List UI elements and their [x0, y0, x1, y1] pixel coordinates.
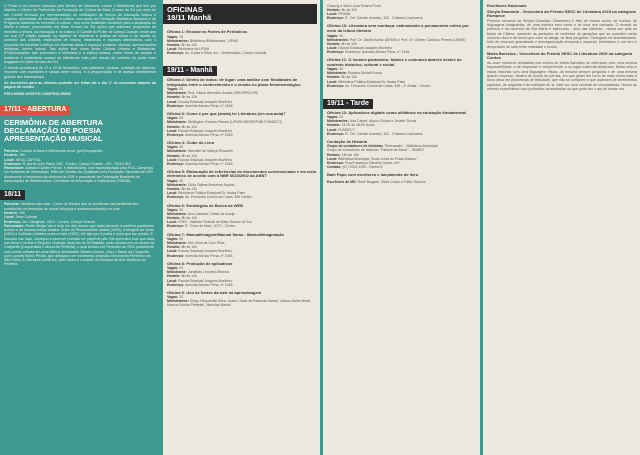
detail-label: Vagas:	[167, 145, 180, 150]
detail-line	[167, 254, 317, 258]
detail-text: 19h	[18, 153, 25, 158]
event-url[interactable]: PROLERMS.WIXSITE.COM/PROLERMS	[4, 91, 71, 96]
detail-label: Local:	[167, 128, 179, 133]
storytelling-section	[327, 140, 477, 169]
detail-line	[167, 299, 317, 307]
detail-label: Palestrante:	[4, 223, 26, 228]
detail-text: 14:00 às 18:00 horas	[341, 123, 375, 128]
intro-paragraph-2: O evento acontecerá de 17 a 19 de Novembro, com palestras, oficinas, contação de histórias, encontro com escritores e saraus entre outros, e a programação é de acesso inteiramente gratuito aos interessados.	[4, 66, 156, 79]
workshop-item	[167, 141, 317, 166]
day19-afternoon-band: 19/11 - Tarde	[323, 99, 373, 109]
workshop-title: Oficina 5: Elaboração de referências de documentos convencionais e em meio eletrônico de acordo com a NBR 6023/2002 da ABNT	[167, 168, 317, 179]
day18-details	[4, 202, 156, 266]
intro-paragraph-1: O Proler é um evento realizado pelo Núcleo de Literatura, Leitura e Bibliotecas que tem por objetivo o Centro de Patrimônio da Fundação de Cultura de Mato Grosso do Sul por meio de um Comitê formado por representantes de instituições de ensino da educação básica e superior, secretarias de educação e cultura, com apoio da Fundação Biblioteca Nacional e do Programa Nacional de Incentivo à Leitura - tem como finalidade contribuir para a ampliação do direito à leitura, promovendo em Mato Grosso do Sul ações que articulam programas de incentivo à leitura, na educação e na cultura. O Comitê do Proler de Campo Grande, neste ano em sua 17ª edição pautado no objetivo de incentivar a prática da leitura e da escrita no contexto das cidades, instituições de ensino, bibliotecas e espaços alternativos, com o propósito de fomentar a leitura em diversas áreas e espaços públicos, oficinas, apresentações artísticas, dentre outras. Tais ações têm como tema: Cultura Urbana e Bibliotecas: (Pré)Ocupações que promovem a biblioteca e a cultura urbana, como forma de ampliar e fortalecer e estabelecer acesso às bibliotecas mais pelo estudo ao contexto do poder mais engajado em Mato Grosso do Sul.	[4, 4, 156, 64]
intro-column	[0, 0, 160, 455]
detail-label: Ministrante:	[167, 91, 188, 96]
detail-text: 30	[179, 237, 184, 242]
sheyla-title: Sheyla Smanioto - Vencedora do Prêmio SESC de Literatura 2015 na categoria Romance	[487, 8, 636, 19]
workshop-item	[167, 291, 317, 308]
detail-label: Horário:	[167, 245, 182, 250]
detail-text: Av. Calógeras, 3015 - Centro, Campo Grande	[22, 219, 96, 224]
detail-label: Local:	[167, 99, 179, 104]
detail-line	[167, 283, 317, 287]
workshop-title: Oficina 7: Manual/Imagem/Manual Sarau - Manual/Imaginação	[167, 231, 284, 237]
detail-text: Biblioteca da UFMS	[178, 46, 210, 51]
detail-text: 8h às 12h	[341, 75, 357, 80]
workshop-title: Oficina 11: O homem pantaneiro: falares e costumes através destes do contexto histórico, cultural e social.	[327, 57, 462, 67]
detail-text: Prof. Dr. Daniel Abrão (UEMS) e Prof. Dr. Volmer Cardoso Pereira (UEMS)	[349, 37, 466, 42]
detail-text: Avenida Afonso Pena, nº 2445.	[185, 282, 234, 287]
detail-label: Local:	[167, 46, 179, 51]
ms-writers-text: Rose Bragato, Silvia Cosco e Fábio Saucho	[357, 179, 426, 184]
workshop-item	[167, 78, 317, 108]
ms-writers-label: Escritores de MS:	[327, 179, 357, 184]
detail-text: Wellington Furtado Ramos (UFMS/UNIDERP/IBI-FUNDECT)	[187, 120, 283, 125]
detail-line	[327, 132, 477, 136]
opening-band: 17/11 - ABERTURA	[0, 105, 70, 115]
workshop-item	[167, 262, 317, 287]
detail-label: Vagas:	[167, 237, 180, 242]
detail-line	[4, 224, 156, 267]
detail-label: Endereço:	[167, 195, 186, 200]
detail-label: Vagas:	[167, 87, 180, 92]
detail-label: Horário:	[327, 41, 342, 46]
workshop-continued	[327, 4, 477, 20]
detail-text: 20	[179, 295, 184, 300]
workshops-title-line1: OFICINAS	[167, 5, 203, 14]
detail-text: 30	[179, 179, 184, 184]
detail-text: FUNDECT	[338, 127, 356, 132]
detail-text: Av. Fernando Corrêa da Costa, 559 - 2º Andar - Centro.	[345, 83, 432, 88]
detail-line	[327, 165, 477, 169]
detail-label: Local:	[4, 157, 16, 162]
detail-text: 8h às 12h	[181, 245, 197, 250]
detail-label: Endereço:	[327, 16, 346, 21]
detail-text: Abe Silva da Cruz Silva	[187, 241, 225, 246]
detail-text: Biblioteca Municipal "Anna Luísa do Prado Bastos"	[338, 156, 418, 161]
detail-label: Ministrante:	[327, 71, 348, 76]
workshops-18-morning	[167, 30, 317, 55]
detail-line	[167, 162, 317, 166]
detail-label: Local:	[167, 220, 179, 225]
detail-text: 8h às 12h	[181, 216, 197, 221]
detail-line	[327, 16, 477, 20]
detail-label: Ministrante:	[167, 120, 188, 125]
day18-band: 18/11	[0, 190, 25, 200]
workshop-item	[167, 204, 317, 229]
detail-label: Horário:	[167, 187, 182, 192]
detail-label: Horário:	[167, 153, 182, 158]
detail-text: 14h às 16h	[341, 152, 359, 157]
detail-line	[167, 133, 317, 137]
detail-label: Horário:	[327, 75, 342, 80]
detail-label: Vagas:	[327, 67, 340, 72]
detail-label: Palestra:	[4, 148, 21, 153]
detail-label: Ministrante:	[167, 149, 188, 154]
detail-text: Prof. Gilson Benedito Ávalos (SED/PROLER)	[187, 91, 259, 96]
detail-text: Literatura das ruas - Como os Saraus que se proliferam nas periferias têm contribuído na formação de novos leitor(a)s e poetas/escritor(a)s no país.	[4, 202, 139, 211]
detail-text: 8h às 12h	[181, 42, 197, 47]
detail-text: 30	[339, 67, 344, 72]
detail-text: Biblioteca Pública Estadual Dr. Isaías Paim	[178, 191, 246, 196]
detail-label: Horário:	[167, 274, 182, 279]
detail-label: Ministrante:	[167, 183, 188, 188]
detail-line	[167, 104, 317, 108]
storytelling-lines	[327, 144, 477, 169]
workshops-19-morning	[167, 78, 317, 308]
detail-text: Poeta Sérgio Vaz é hoje um dos nomes que estão fazendo a periferia paulistana sonhar e ao mesmo tempo realizar. Autor de Pensamentos Vadios (1999), A Margem do Vento (1991) e Subindo a ladeira mora a noite (1992), ele fala que é poeta e acha que faz poesia. É formado nas ruas, começou a escrever poesias em papel de pão. Ele aprendeu tudo que sabe nos livros e na Bar e Empório Guarujá, atual bar do Zé Batidão, onde acontecem os saraus da Cooperifa (Cooperativa Cultural da Periferia), o qual fundou em Fevereiro de 2001 juntamente com outros artistas em uma fábrica desativada. Mesmo depois, criou o Sarau da Cooperifa com o poeta Marco Pezão, que deflagrou um movimento chamado Movimento Periférico em São Paulo. A Literatura periférica, além disso é o criador da Semana de Arte Moderna da Periferia.	[4, 223, 155, 267]
workshop-title: Oficina 8: Produção de aplicativos	[167, 260, 233, 266]
detail-text: Av. Fernando Corrêa da Costa, 559 Centro	[185, 195, 252, 200]
detail-label: Horário:	[327, 123, 342, 128]
opening-title: CERIMÔNIA DE ABERTURA DECLAMAÇÃO DE POESIA APRESENTAÇÃO MUSICAL	[4, 117, 103, 143]
detail-label: Endereço:	[327, 160, 346, 165]
detail-line	[167, 51, 317, 55]
detail-label: Ministrantes:	[167, 299, 190, 304]
detail-text: Escola Estadual Joaquim Murtinho	[178, 128, 233, 133]
workshop-item	[327, 58, 477, 88]
detail-label: Ministrantes:	[327, 37, 350, 42]
detail-label: Ministrante:	[167, 212, 188, 217]
detail-text: Escola Estadual Joaquim Murtinho	[178, 99, 233, 104]
detail-label: Local:	[4, 215, 16, 220]
detail-text: Av. Costa e Silva, s/n - Universitário, Campo Grande.	[185, 50, 268, 55]
workshop-title: Oficina 3: Como e por que (ainda) ler Literatura (em sua aula)?	[167, 110, 286, 116]
workshops-title	[163, 4, 317, 24]
detail-label: Endereço:	[167, 132, 186, 137]
detail-label: Local:	[167, 278, 179, 283]
detail-label: Endereço:	[4, 161, 23, 166]
detail-label: Horário:	[4, 153, 19, 158]
workshops-19-morning-cont	[327, 24, 477, 87]
detail-text: Biblioteca Pública Estadual Dr. Isaías Paim	[338, 79, 406, 84]
detail-label: Local:	[327, 45, 339, 50]
detail-label: Local:	[327, 79, 339, 84]
workshop-title: Oficina 1: Ensinar as Partes de Periódicos	[167, 29, 248, 34]
workshops-column-2	[323, 0, 480, 455]
workshop-item	[327, 24, 477, 54]
detail-text: 30	[179, 145, 184, 150]
detail-text: Avenida Afonso Pena, nº 2445.	[185, 132, 234, 137]
sheyla-text: Primeiro romance de Sheyla Smanioto, Desesterro é feito de muitas vozes, de sonhos, de linguagens imaginárias, de uma menina sem nome e de uma ave cansada. O enredo da pobreza e da carência da Vila Marta é elaborado - ciclo das histórias - dessa vez pela de Maria de Fátima, narrando as gerações de mulheres de gerações que se sucedem nesta universo duro e de forma que esse os atingir, de final pungente. Carregado de dramaticidade, feito de recursos gramaticais e desorganização temporal e espacial, Desesterro é um livro e despertado de lutar entre realidade e sonho.	[487, 18, 637, 49]
detail-text: 8h às 12h	[181, 95, 197, 100]
detail-text: "Sherazade" - Biblioteca Municipal	[383, 144, 438, 149]
workshop-item	[327, 111, 477, 136]
intro-registration: As inscrições para as oficinas poderão ser feitas até o dia 17 de novembro através da página do evento:	[4, 81, 156, 90]
detail-text: Escola Estadual Joaquim Murtinho	[178, 249, 233, 254]
detail-text: Endereço: Avenida Afonso Pena, nº 2445.	[345, 49, 411, 54]
detail-text: Rosana Dichoff Kanai	[347, 71, 382, 76]
detail-text: 20	[179, 87, 184, 92]
detail-label: Vagas:	[167, 266, 180, 271]
detail-label: Endereço:	[4, 219, 23, 224]
detail-text: FIRMAL	[338, 12, 352, 17]
detail-label: Vagas:	[167, 116, 180, 121]
detail-text: 8h às 12h	[341, 8, 357, 13]
detail-label: Vagas:	[167, 34, 180, 39]
detail-text: 8h às 12h	[181, 124, 197, 129]
detail-text: Ana Catarina Castor de Araújo	[187, 212, 236, 217]
detail-label: Horário:	[167, 42, 182, 47]
detail-text: 20	[179, 208, 184, 213]
detail-line	[167, 195, 317, 199]
marta-text: As doze mulheres retratadas nos contos de Marta Barcellos se debruçam com uma mesma impossibilidade: a de responder e compreender a ou lugar maternal idealizado. Marta criou e essas histórias com uma linguagem eficaz, da mesma sempre pergunta e de uma mesma grande surpreso. Mostra de contar de pernas, em que giram em torno de estar muito mais a seus olhos em promessas de felicidade, que não se cumprem e que padecem de sentimentos egoístas, de angústia e da maldade de sr. este um uma conduta de circunstância. Nunca ao mesmo experimento com profissões revanchistas do que pode ser o ato de contar um	[487, 61, 637, 91]
detail-label: Endereço:	[327, 131, 346, 136]
detail-line	[327, 50, 477, 54]
detail-label: Endereço:	[167, 282, 186, 287]
detail-label: Local:	[167, 249, 179, 254]
detail-label: Ministrantes:	[327, 119, 350, 124]
detail-label: Horário:	[167, 95, 182, 100]
ms-writers	[327, 180, 477, 184]
detail-label: Endereço:	[167, 224, 186, 229]
detail-label: Vagas:	[327, 33, 340, 38]
detail-label: Ministrantes:	[167, 38, 190, 43]
detail-text: Biblioteca Bibliotecária - UFMS	[189, 38, 239, 43]
workshops-19-afternoon	[327, 111, 477, 136]
detail-line	[4, 166, 156, 183]
detail-text: Escola Estadual Joaquim Murtinho	[178, 278, 233, 283]
detail-label: Horário:	[4, 210, 19, 215]
detail-text: R. Treze de Maio, 3072 - Centro.	[185, 224, 237, 229]
day19-morning-band: 19/11 - Manhã	[163, 66, 217, 76]
opening-details	[4, 149, 156, 183]
detail-text: Chaung e Vera Lúcia Solano Porto	[327, 4, 381, 8]
detail-text: Cultura Urbana e bibliotecas vivas: (pre)Ocupações	[20, 148, 103, 153]
detail-label: Endereço:	[167, 50, 186, 55]
detail-text: R. Abrão Júlio Rahe, 325 - Centro, Campo Grande - MS, 79010-010	[22, 161, 131, 166]
detail-label: Vagas:	[167, 208, 180, 213]
detail-label: Grupo de contadores de histórias	[327, 144, 384, 149]
detail-text: 8h às 12h	[181, 187, 197, 192]
detail-text: Grupo de contadores de histórias "Fábrica de Ativar" - SEMED	[327, 148, 425, 153]
storytelling-title: Contação de História	[327, 138, 368, 144]
detail-label: Ministrante:	[167, 270, 188, 275]
workshops-title-line2: 18/11 Manhã	[167, 13, 212, 22]
detail-text: Célia Fátima Medeiros Aquino	[187, 183, 235, 188]
detail-text: 8h às 12h	[341, 41, 357, 46]
detail-label: Vagas:	[167, 295, 180, 300]
detail-text: 15	[179, 34, 184, 39]
detail-text: Escola Estadual Joaquim Murtinho	[178, 157, 233, 162]
detail-text: 20	[339, 115, 344, 120]
national-writers-title: Escritores Nacionais	[487, 3, 527, 8]
writers-chat-title: Bate Papo com escritores e lançamento de livro	[327, 171, 419, 177]
marta-title: Marta Barcelos - Vencedora do Prêmio SESC de Literatura 2015 na categoria Contos	[487, 50, 633, 61]
detail-label: Endereço:	[167, 161, 186, 166]
detail-line	[327, 84, 477, 88]
detail-text: Escola Estadual Joaquim Murtinho	[338, 45, 393, 50]
workshop-item	[167, 30, 317, 55]
detail-text: Rua Francisco Cândido Xavier, s/nº	[345, 160, 401, 165]
detail-text: Avenida Afonso Pena, nº 2445.	[185, 103, 234, 108]
detail-label: Endereço:	[327, 83, 346, 88]
detail-text: 30	[339, 33, 344, 38]
detail-text: Adriana Cybele Ferrari, é bibliotecária, com especialização pela PUC-Campinas em Sistemas de Informação, MBA em Gestão da Qualidade pela Fundação Vanzolini da USP. Atualmente é assessora da diretoria da USP e presidente da Federação Brasileira de Associações de Bibliotecários, Cientistas da Informação e Instituições (FEBAB).	[4, 166, 154, 184]
detail-label: Horário:	[167, 216, 182, 221]
detail-label: Vagas:	[167, 179, 180, 184]
detail-text: Sesc Cultural	[15, 215, 37, 220]
detail-text: SESC CAPITAL	[15, 157, 42, 162]
detail-label: Local:	[167, 157, 179, 162]
detail-text: Diego Okoyashiki Silva, Juarez Júnio de Rezende dumer, Juliano Alves Miceli, Marcus Rocha Pimentel, Nicholas Maciel	[167, 299, 312, 308]
detail-label: Local:	[167, 191, 179, 196]
workshops-column-1	[163, 0, 320, 455]
workshop-item	[167, 233, 317, 258]
detail-text: 19h	[18, 210, 25, 215]
detail-text: Avenida Afonso Pena, nº 2445.	[185, 253, 234, 258]
detail-label: Ministrante:	[167, 241, 188, 246]
writers-column	[483, 0, 640, 455]
detail-label: Palestra:	[4, 202, 21, 207]
detail-text: Avenida Afonso Pena, nº 2445.	[185, 161, 234, 166]
detail-label: Endereço:	[167, 103, 186, 108]
workshop-item	[167, 170, 317, 200]
workshop-title: Oficina 2: Direito de todos: de lugar: uma análise com finalidades de integração entre o conhecimento e o ensino no plano fenomenológico	[167, 77, 301, 87]
detail-text: R. Cel. Cacildo Arantes, 322 - Chácara Cachoeira.	[345, 16, 424, 21]
detail-label: Horário:	[327, 152, 342, 157]
detail-text: Ada Cabral, Alyson Souza e Josiele Souza	[349, 119, 417, 124]
detail-label: Endereço:	[327, 49, 346, 54]
detail-label: Endereço:	[167, 253, 186, 258]
detail-text: 8h às 12h	[181, 274, 197, 279]
workshop-title: Oficina 6: Estratégias de Busca na WEB	[167, 202, 244, 208]
detail-text: 20	[179, 266, 184, 271]
detail-text: 30	[179, 116, 184, 121]
workshop-item	[167, 112, 317, 137]
workshop-title: Oficina 10: Literatura sem mordaça: estimulando o pensamento crítico por meio da leitura literária	[327, 23, 469, 33]
detail-label: Local:	[327, 156, 339, 161]
detail-text: 8h às 12h	[181, 153, 197, 158]
detail-label: Vagas:	[327, 115, 340, 120]
detail-text: R. Cel. Cacildo Arantes, 322 - Chácara Cachoeira.	[345, 131, 424, 136]
detail-label: Local:	[327, 127, 339, 132]
workshop-title: Oficina 12: Aplicativos digitais como utilitários na educação fundamental	[327, 109, 466, 115]
detail-text: IFMS - Instituto Federal de Mato Grosso do Sul	[178, 220, 252, 225]
detail-label: Palestrante:	[4, 166, 26, 171]
detail-label: Contato:	[327, 164, 343, 169]
detail-text: (67) 3313-1000 - Ramal 8	[342, 164, 383, 169]
detail-label: Local:	[327, 12, 339, 17]
workshop-title: Oficina 9: Uso de fontes da web na aprendizagem	[167, 289, 262, 295]
detail-text: Jonathas Leomino Medina	[187, 270, 229, 275]
detail-label: Horário:	[327, 8, 342, 13]
detail-text: Marcelle de Sabrya Rosarelli	[187, 149, 233, 154]
detail-line	[167, 224, 317, 228]
detail-label: Horário:	[167, 124, 182, 129]
detail-line	[4, 202, 156, 211]
workshop-title: Oficina 4: Clube do Livro	[167, 139, 215, 145]
